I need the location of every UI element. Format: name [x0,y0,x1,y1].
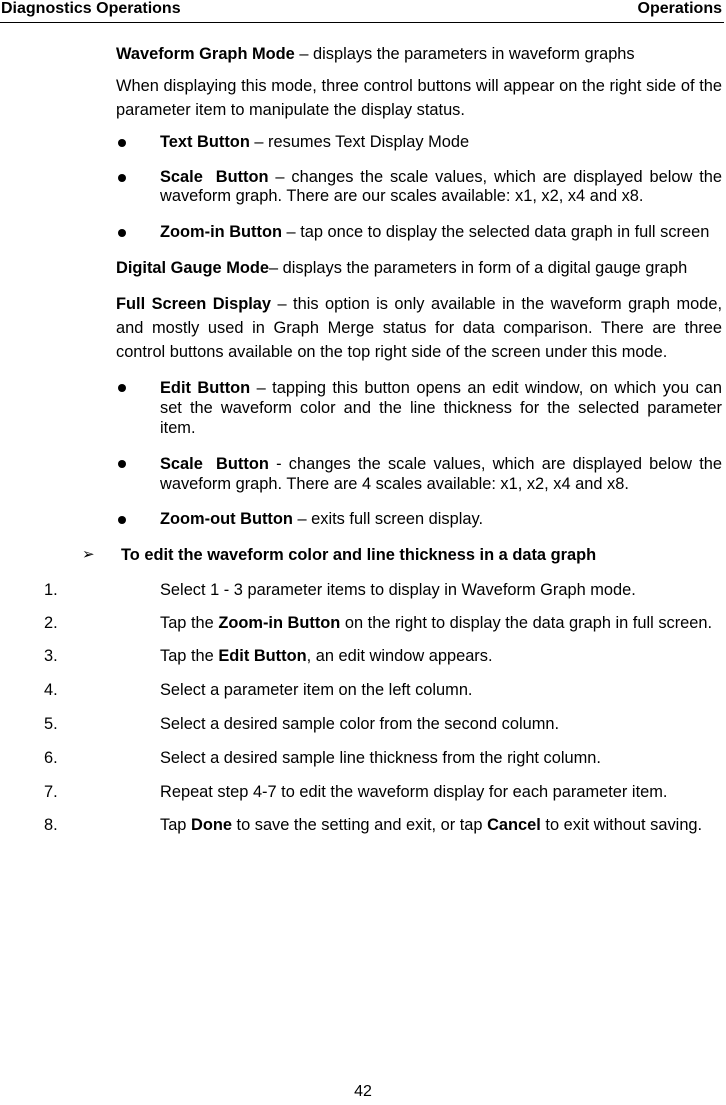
step-bold: Cancel [487,815,541,834]
arrow-bullet-icon: ➢ [82,545,95,563]
list-item [116,454,722,494]
list-item [116,133,722,153]
procedure-heading [82,544,722,566]
bullet-term: Zoom-in Button [160,222,282,241]
header-section-title: Diagnostics Operations [1,0,181,17]
step-text: , an edit window appears. [306,646,493,665]
bullet-term: Scale Button [160,167,269,186]
list-item [44,815,722,836]
step-text: Repeat step 4-7 to edit the waveform display for each parameter item. [160,782,668,801]
step-text: Select 1 - 3 parameter items to display in Waveform Graph mode. [160,580,636,599]
bullet-dot-icon [118,174,126,182]
bullet-dot-icon [118,139,126,147]
list-item [44,646,722,667]
procedure-title: To edit the waveform color and line thickness in a data graph [121,545,597,564]
gauge-mode-term: Digital Gauge Mode [116,259,269,277]
bullet-text: – tapping this button opens an edit window, on which you can set the waveform color and the line thickness for the selected parameter item. [160,379,722,437]
waveform-button-list [116,133,722,242]
list-item [44,580,722,601]
bullet-text: – changes the scale values, which are displayed below the waveform graph. There are our scales available: x1, x2, x4 and x8. [160,167,723,205]
bullet-term: Text Button [160,133,250,151]
step-number: 1. [44,580,58,599]
list-item [116,378,722,438]
step-text: to exit without saving. [540,815,703,834]
bullet-dot-icon [118,460,126,468]
fullscreen-paragraph [116,292,722,364]
step-text: Tap the [160,613,219,632]
header-chapter-title: Operations [637,0,722,17]
step-number: 7. [44,782,58,801]
step-text: on the right to display the data graph in full screen. [340,613,713,632]
waveform-mode-paragraph [116,42,722,66]
bullet-term: Zoom-out Button [160,510,293,528]
gauge-mode-paragraph [116,256,722,280]
bullet-text: - changes the scale values, which are displayed below the waveform graph. There are 4 scales available: x1, x2, x4 and x8. [160,455,722,493]
step-text: Tap [160,815,191,834]
step-text: to save the setting and exit, or tap [231,815,488,834]
list-item [116,168,722,207]
list-item [116,223,722,243]
list-item [44,613,722,634]
step-bold: Zoom-in Button [218,613,341,632]
procedure-steps [44,580,722,836]
page-number: 42 [354,1083,372,1100]
waveform-intro-paragraph: When displaying this mode, three control buttons will appear on the right side of the parameter item to manipulate the display status. [116,77,722,119]
fullscreen-desc: – this option is only available in the waveform graph mode, and mostly used in Graph Merge status for data comparison. There are three control buttons available on the top right side of the screen under this mode. [116,295,722,361]
step-number: 3. [44,646,58,665]
bullet-dot-icon [118,516,126,524]
step-text: Select a parameter item on the left column. [160,680,473,699]
step-number: 8. [44,815,58,834]
step-text: Tap the [160,646,219,665]
page-content [44,42,723,836]
bullet-term: Scale Button [160,455,269,473]
list-item [44,748,722,769]
bullet-text: – tap once to display the selected data graph in full screen [281,222,710,241]
list-item [44,714,722,735]
bullet-dot-icon [118,229,126,237]
fullscreen-term: Full Screen Display [116,295,272,313]
list-item [116,510,722,530]
fullscreen-button-list [116,378,722,530]
waveform-mode-term: Waveform Graph Mode [116,45,295,63]
gauge-mode-desc: – displays the parameters in form of a digital gauge graph [269,259,688,277]
step-bold: Edit Button [218,646,307,665]
step-number: 5. [44,714,58,733]
list-item [44,782,722,803]
step-number: 4. [44,680,58,699]
step-text: Select a desired sample color from the second column. [160,714,560,733]
step-number: 6. [44,748,58,767]
list-item [44,680,722,701]
bullet-text: – resumes Text Display Mode [249,133,470,151]
step-text: Select a desired sample line thickness from the right column. [160,748,601,767]
bullet-term: Edit Button [160,379,251,397]
waveform-mode-desc: – displays the parameters in waveform graphs [294,45,635,63]
bullet-text: – exits full screen display. [292,510,483,528]
bullet-dot-icon [118,384,126,392]
step-bold: Done [190,815,232,834]
step-number: 2. [44,613,58,632]
page-header [0,0,724,23]
